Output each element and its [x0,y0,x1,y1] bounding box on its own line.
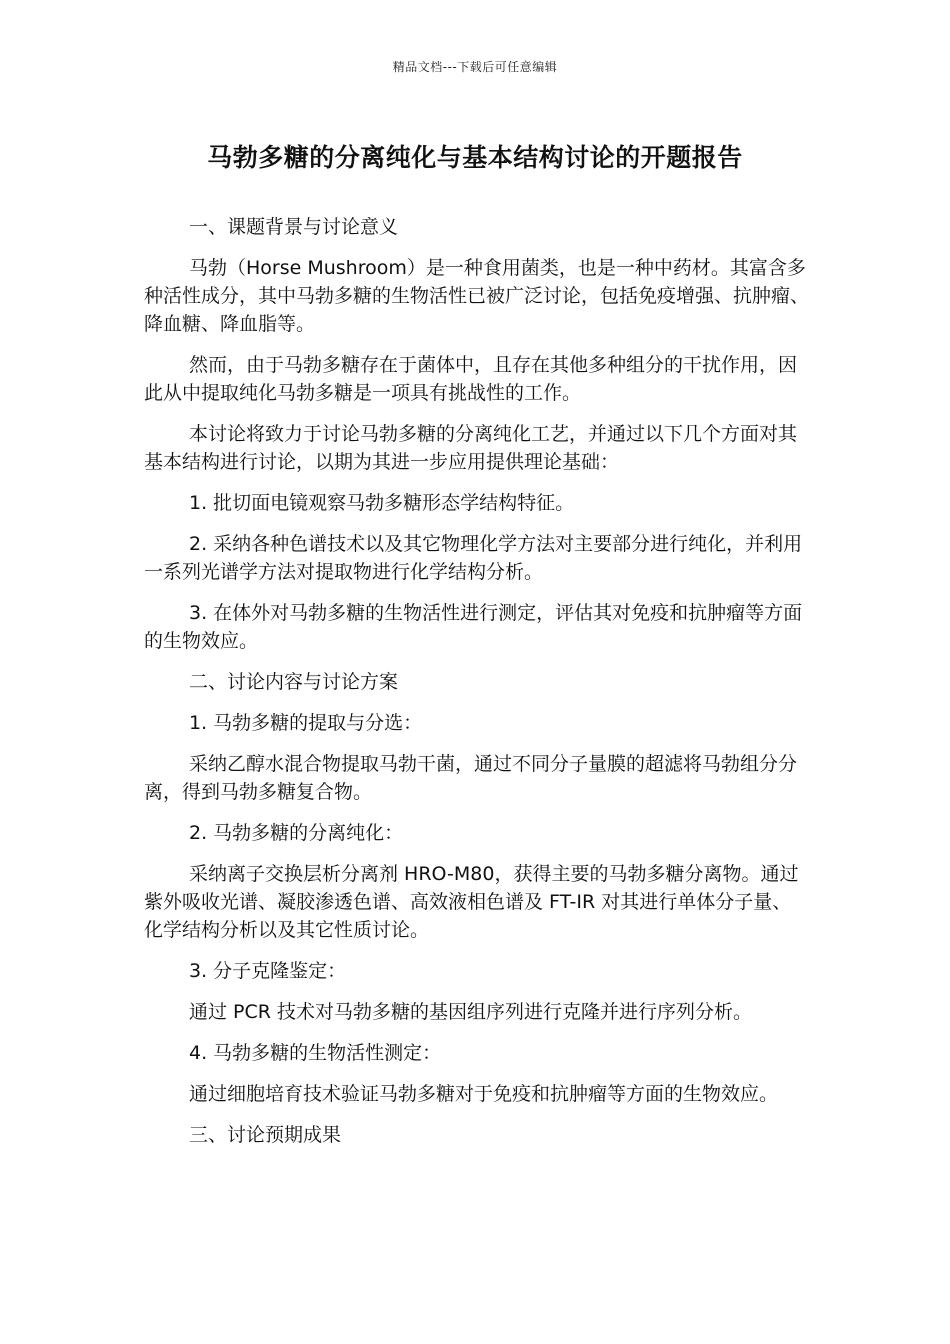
section-heading-outcomes: 三、讨论预期成果 [189,1124,342,1146]
list-item: 3. 在体外对马勃多糖的生物活性进行测定，评估其对免疫和抗肿瘤等方面的生物效应。 [144,602,803,652]
subheading: 3. 分子克隆鉴定： [189,960,347,982]
section-heading-background: 一、课题背景与讨论意义 [189,216,399,238]
body-paragraph: 然而，由于马勃多糖存在于菌体中，且存在其他多种组分的干扰作用，因此从中提取纯化马勃多糖是一项具有挑战性的工作。 [144,354,798,404]
document-body [144,213,809,1162]
list-item: 1. 批切面电镜观察马勃多糖形态学结构特征。 [189,492,575,514]
body-paragraph: 采纳离子交换层析分离剂 HRO-M80，获得主要的马勃多糖分离物。通过紫外吸收光谱、凝胶渗透色谱、高效液相色谱及 FT-IR 对其进行单体分子量、化学结构分析以及其它性质讨论。 [144,863,799,941]
document-title: 马勃多糖的分离纯化与基本结构讨论的开题报告 [207,143,743,172]
subheading: 1. 马勃多糖的提取与分选： [189,712,423,734]
header-note: 精品文档---下载后可任意编辑 [392,60,558,74]
body-paragraph: 通过 PCR 技术对马勃多糖的基因组序列进行克隆并进行序列分析。 [189,1001,753,1023]
body-paragraph: 马勃（Horse Mushroom）是一种食用菌类，也是一种中药材。其富含多种活性成分，其中马勃多糖的生物活性已被广泛讨论，包括免疫增强、抗肿瘤、降血糖、降血脂等。 [144,257,810,335]
body-paragraph: 通过细胞培育技术验证马勃多糖对于免疫和抗肿瘤等方面的生物效应。 [189,1083,779,1105]
section-heading-content: 二、讨论内容与讨论方案 [189,671,399,693]
body-paragraph: 采纳乙醇水混合物提取马勃干菌，通过不同分子量膜的超滤将马勃组分分离，得到马勃多糖复合物。 [144,753,798,803]
list-item: 2. 采纳各种色谱技术以及其它物理化学方法对主要部分进行纯化，并利用一系列光谱学方法对提取物进行化学结构分析。 [144,533,803,583]
body-paragraph: 本讨论将致力于讨论马勃多糖的分离纯化工艺，并通过以下几个方面对其基本结构进行讨论，以期为其进一步应用提供理论基础： [144,423,798,473]
subheading: 2. 马勃多糖的分离纯化： [189,822,404,844]
subheading: 4. 马勃多糖的生物活性测定： [189,1042,442,1064]
